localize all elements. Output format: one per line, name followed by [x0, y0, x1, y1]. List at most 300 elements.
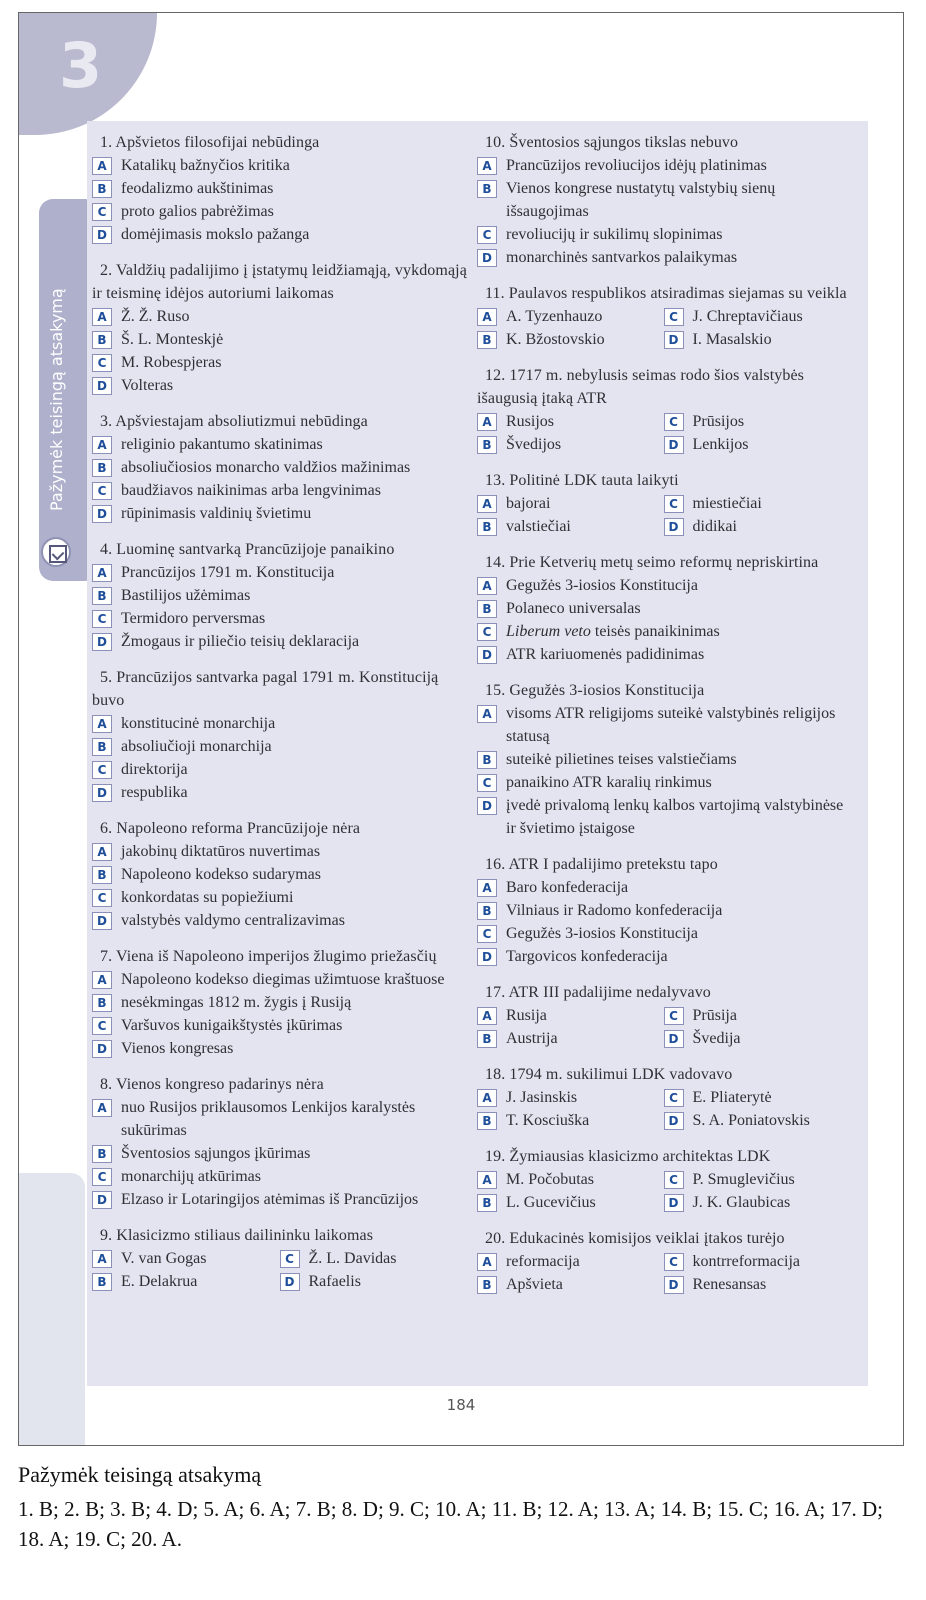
option-row — [92, 1014, 467, 1037]
answer-option[interactable] — [477, 433, 664, 456]
question-text: 6. Napoleono reforma Prancūzijoje nėra — [100, 820, 361, 837]
question-block — [477, 1063, 850, 1132]
option-letter-box[interactable]: D — [92, 912, 112, 930]
answer-option[interactable] — [92, 223, 309, 246]
option-text: didikai — [692, 518, 737, 535]
option-letter-box[interactable]: B — [92, 587, 112, 605]
option-letter-box[interactable]: B — [477, 1112, 497, 1130]
answer-option[interactable] — [664, 1109, 851, 1132]
answer-option[interactable] — [92, 630, 359, 653]
option-row — [92, 177, 467, 200]
option-row — [92, 1142, 467, 1165]
answer-option[interactable] — [92, 177, 273, 200]
answer-option[interactable] — [477, 771, 712, 794]
question-block — [477, 679, 850, 840]
answer-option[interactable] — [477, 574, 698, 597]
option-letter-box[interactable]: A — [477, 1171, 497, 1189]
option-letter-box[interactable]: D — [92, 505, 112, 523]
option-letter-box[interactable]: A — [477, 495, 497, 513]
option-letter-box[interactable]: C — [664, 1171, 684, 1189]
option-letter-box[interactable]: C — [477, 226, 497, 244]
answer-option[interactable] — [92, 1270, 280, 1293]
option-text: konkordatas su popiežiumi — [121, 889, 294, 906]
option-row-pair — [477, 1191, 850, 1214]
option-row — [92, 758, 467, 781]
option-text: Baro konfederacija — [506, 879, 629, 896]
option-letter-box[interactable]: A — [477, 1007, 497, 1025]
answer-option[interactable] — [280, 1247, 468, 1270]
option-text — [506, 620, 720, 643]
option-text: Žmogaus ir piliečio teisių deklaracija — [121, 633, 360, 650]
answer-option[interactable] — [664, 1191, 851, 1214]
question-text: 13. Politinė LDK tauta laikyti — [485, 472, 679, 489]
question-text: 7. Viena iš Napoleono imperijos žlugimo priežasčių — [100, 948, 437, 965]
answer-key-text: 1. B; 2. B; 3. B; 4. D; 5. A; 6. A; 7. B; 8. D; 9. C; 10. A; 11. B; 12. A; 13. A; 14. B; 15. C; 16. A; 17. D; 18. A; 19. C; 20. A. — [18, 1497, 883, 1551]
question-text: 15. Gegužės 3-iosios Konstitucija — [485, 682, 705, 699]
option-text: direktorija — [121, 761, 188, 778]
option-letter-box[interactable]: C — [477, 925, 497, 943]
answer-option[interactable] — [92, 1037, 233, 1060]
option-text: Švedijos — [506, 436, 562, 453]
option-row — [92, 223, 467, 246]
option-letter-box[interactable]: B — [477, 902, 497, 920]
answer-option[interactable] — [664, 1086, 851, 1109]
option-row — [92, 328, 467, 351]
chapter-number: 3 — [59, 29, 103, 102]
option-letter-box[interactable]: D — [92, 1191, 112, 1209]
option-letter-box[interactable]: D — [664, 1276, 684, 1294]
option-row-pair — [477, 328, 850, 351]
option-letter-box[interactable]: C — [92, 203, 112, 221]
answer-option[interactable] — [477, 794, 850, 840]
answer-option[interactable] — [477, 1168, 664, 1191]
answer-option[interactable] — [477, 1273, 664, 1296]
checkbox-icon — [41, 537, 71, 567]
option-row — [92, 351, 467, 374]
option-letter-box[interactable]: B — [477, 751, 497, 769]
answer-option[interactable] — [664, 492, 851, 515]
option-letter-box[interactable]: B — [477, 1194, 497, 1212]
option-row — [92, 374, 467, 397]
option-row — [92, 200, 467, 223]
answer-option[interactable] — [92, 886, 293, 909]
option-row — [92, 968, 467, 991]
option-letter-box[interactable]: A — [92, 1099, 112, 1117]
answer-option[interactable] — [477, 1004, 664, 1027]
answer-option[interactable] — [477, 1191, 664, 1214]
option-text: Prūsijos — [692, 413, 745, 430]
option-row — [477, 574, 850, 597]
option-letter-box[interactable]: C — [92, 1168, 112, 1186]
option-text-rest: teisės panaikinimas — [590, 623, 720, 640]
option-letter-box[interactable]: D — [92, 784, 112, 802]
answer-option[interactable] — [664, 433, 851, 456]
option-letter-box[interactable]: B — [477, 518, 497, 536]
option-text: Prancūzijos 1791 m. Konstitucija — [121, 564, 335, 581]
question-block — [477, 131, 850, 269]
option-text: K. Bžostovskio — [506, 331, 605, 348]
question-block — [92, 538, 467, 653]
option-row — [92, 1188, 467, 1211]
answer-option[interactable] — [664, 305, 851, 328]
answer-option[interactable] — [280, 1270, 468, 1293]
side-tab-label: Pažymėk teisingą atsakymą — [47, 288, 66, 511]
option-letter-box[interactable]: D — [664, 1030, 684, 1048]
option-row-pair — [477, 1273, 850, 1296]
answer-option[interactable] — [92, 758, 188, 781]
question-text: 4. Luominę santvarką Prancūzijoje panaikino — [100, 541, 395, 558]
option-letter-box[interactable]: A — [477, 705, 497, 723]
option-row — [92, 886, 467, 909]
option-text: S. A. Poniatovskis — [692, 1112, 810, 1129]
chapter-tab — [19, 13, 157, 135]
option-text: Ž. Ž. Ruso — [121, 308, 190, 325]
option-text: Napoleono kodekso sudarymas — [121, 866, 321, 883]
option-letter-box[interactable]: A — [477, 413, 497, 431]
answer-option[interactable] — [92, 200, 274, 223]
question-text: 3. Apšviestajam absoliutizmui nebūdinga — [100, 413, 368, 430]
option-letter-box[interactable]: A — [477, 1089, 497, 1107]
answer-option[interactable] — [664, 328, 851, 351]
option-text: baudžiavos naikinimas arba lengvinimas — [121, 482, 381, 499]
answer-option[interactable] — [92, 351, 221, 374]
answer-option[interactable] — [477, 643, 704, 666]
answer-option[interactable] — [477, 748, 737, 771]
answer-option[interactable] — [92, 502, 311, 525]
answer-option[interactable] — [477, 702, 850, 748]
answer-option[interactable] — [92, 584, 250, 607]
option-text: feodalizmo aukštinimas — [121, 180, 274, 197]
answer-option[interactable] — [92, 840, 320, 863]
option-text: J. K. Glaubicas — [692, 1194, 791, 1211]
option-letter-box[interactable]: A — [92, 971, 112, 989]
option-letter-box[interactable]: B — [92, 738, 112, 756]
option-letter-box[interactable]: D — [477, 797, 497, 815]
question-block — [92, 1073, 467, 1211]
option-row — [477, 876, 850, 899]
option-row — [477, 702, 850, 748]
option-letter-box[interactable]: A — [477, 157, 497, 175]
answer-option[interactable] — [92, 863, 321, 886]
option-letter-box[interactable]: A — [92, 564, 112, 582]
option-letter-box[interactable]: D — [92, 377, 112, 395]
option-letter-box[interactable]: A — [92, 157, 112, 175]
option-row — [92, 735, 467, 758]
answer-option[interactable] — [664, 1250, 851, 1273]
option-letter-box[interactable]: C — [92, 761, 112, 779]
answer-option[interactable] — [477, 899, 722, 922]
question-block — [92, 666, 467, 804]
answer-option[interactable] — [664, 515, 851, 538]
option-letter-box[interactable]: A — [92, 843, 112, 861]
option-text: J. Chreptavičiaus — [692, 308, 803, 325]
option-row — [477, 748, 850, 771]
answer-option[interactable] — [92, 154, 290, 177]
option-text: E. Delakrua — [121, 1273, 198, 1290]
answer-option[interactable] — [477, 154, 767, 177]
answer-option[interactable] — [477, 305, 664, 328]
answer-option[interactable] — [477, 922, 698, 945]
option-text: miestiečiai — [692, 495, 762, 512]
option-letter-box[interactable]: C — [92, 889, 112, 907]
option-letter-box[interactable]: B — [477, 180, 497, 198]
option-letter-box[interactable]: B — [477, 1276, 497, 1294]
answer-option[interactable] — [92, 328, 223, 351]
answer-option[interactable] — [477, 1109, 664, 1132]
option-row — [92, 584, 467, 607]
question-text: 11. Paulavos respublikos atsiradimas siejamas su veikla — [485, 285, 847, 302]
question-text: 9. Klasicizmo stiliaus dailininku laikomas — [100, 1227, 374, 1244]
option-letter-box[interactable]: B — [477, 436, 497, 454]
quiz-panel — [87, 121, 868, 1386]
option-letter-box[interactable]: A — [477, 308, 497, 326]
answer-option[interactable] — [664, 1273, 851, 1296]
answer-option[interactable] — [92, 561, 334, 584]
answer-option[interactable] — [664, 1027, 851, 1050]
answer-option[interactable] — [477, 620, 720, 643]
option-row — [92, 607, 467, 630]
option-text: proto galios pabrėžimas — [121, 203, 274, 220]
option-row — [92, 863, 467, 886]
question-block — [92, 259, 467, 397]
option-row — [92, 479, 467, 502]
option-letter-box[interactable]: B — [477, 600, 497, 618]
question-text: 8. Vienos kongreso padarinys nėra — [100, 1076, 324, 1093]
option-row-pair — [477, 410, 850, 433]
option-text: valstiečiai — [506, 518, 571, 535]
option-row — [477, 154, 850, 177]
textbook-page — [18, 12, 904, 1446]
option-text: J. Jasinskis — [506, 1089, 578, 1106]
option-text: Targovicos konfederacija — [506, 948, 668, 965]
option-row-pair — [477, 1168, 850, 1191]
question-block — [477, 1227, 850, 1296]
option-letter-box[interactable]: D — [664, 1194, 684, 1212]
option-text: panaikino ATR karalių rinkimus — [506, 774, 712, 791]
option-letter-box[interactable]: A — [92, 436, 112, 454]
option-text: Bastilijos užėmimas — [121, 587, 251, 604]
option-text: Varšuvos kunigaikštystės įkūrimas — [121, 1017, 343, 1034]
answer-option[interactable] — [477, 1086, 664, 1109]
answer-option[interactable] — [92, 1188, 418, 1211]
answer-option[interactable] — [92, 433, 323, 456]
option-text: absoliučioji monarchija — [121, 738, 272, 755]
answer-option[interactable] — [477, 876, 628, 899]
answer-option[interactable] — [477, 515, 664, 538]
answer-option[interactable] — [477, 1027, 664, 1050]
option-letter-box[interactable]: C — [477, 623, 497, 641]
option-row-pair — [477, 1004, 850, 1027]
option-letter-box[interactable]: B — [477, 1030, 497, 1048]
answer-option[interactable] — [664, 410, 851, 433]
option-text: Gegužės 3-iosios Konstitucija — [506, 925, 698, 942]
option-row-pair — [92, 1270, 467, 1293]
answer-option[interactable] — [477, 597, 641, 620]
option-letter-box[interactable]: B — [92, 994, 112, 1012]
option-row — [477, 794, 850, 840]
answer-option[interactable] — [664, 1168, 851, 1191]
answer-option[interactable] — [92, 1096, 467, 1142]
answer-option[interactable] — [92, 456, 410, 479]
page-number: 184 — [446, 1396, 476, 1414]
option-letter-box[interactable]: B — [92, 866, 112, 884]
option-text: Prancūzijos revoliucijos idėjų platinimas — [506, 157, 767, 174]
option-text: Š. L. Monteskjė — [121, 331, 224, 348]
answer-option[interactable] — [92, 1142, 310, 1165]
answer-option[interactable] — [92, 968, 445, 991]
option-text: Gegužės 3-iosios Konstitucija — [506, 577, 698, 594]
option-letter-box[interactable]: A — [477, 1253, 497, 1271]
answer-option[interactable] — [477, 1250, 664, 1273]
option-row-pair — [477, 1027, 850, 1050]
answer-option[interactable] — [92, 735, 272, 758]
option-letter-box[interactable]: C — [92, 354, 112, 372]
answer-option[interactable] — [92, 607, 265, 630]
option-row — [92, 1165, 467, 1188]
answer-key-title: Pažymėk teisingą atsakymą — [18, 1462, 262, 1487]
option-letter-box[interactable]: C — [92, 610, 112, 628]
option-text: Ž. L. Davidas — [308, 1250, 397, 1267]
answer-option[interactable] — [92, 909, 345, 932]
option-letter-box[interactable]: D — [280, 1273, 300, 1291]
option-letter-box[interactable]: D — [477, 948, 497, 966]
option-row-pair — [477, 1109, 850, 1132]
option-letter-box[interactable]: C — [664, 413, 684, 431]
quiz-column-right — [477, 131, 850, 1309]
option-row — [92, 909, 467, 932]
option-letter-box[interactable]: D — [664, 1112, 684, 1130]
option-text: Termidoro perversmas — [121, 610, 266, 627]
answer-option[interactable] — [92, 374, 173, 397]
answer-option[interactable] — [92, 479, 381, 502]
option-letter-box[interactable]: A — [92, 308, 112, 326]
option-letter-box[interactable]: A — [92, 715, 112, 733]
answer-option[interactable] — [477, 410, 664, 433]
option-text: monarchijų atkūrimas — [121, 1168, 261, 1185]
option-letter-box[interactable]: C — [664, 1089, 684, 1107]
option-text: domėjimasis mokslo pažanga — [121, 226, 310, 243]
option-text: A. Tyzenhauzo — [506, 308, 603, 325]
option-row-pair — [477, 1250, 850, 1273]
answer-option[interactable] — [92, 712, 275, 735]
option-letter-box[interactable]: A — [477, 577, 497, 595]
answer-option[interactable] — [92, 1165, 261, 1188]
option-letter-box[interactable]: D — [92, 226, 112, 244]
answer-option[interactable] — [477, 492, 664, 515]
option-letter-box[interactable]: D — [92, 1040, 112, 1058]
option-row — [477, 246, 850, 269]
option-text: Vienos kongrese nustatytų valstybių sienų išsaugojimas — [506, 180, 776, 220]
answer-option[interactable] — [477, 246, 737, 269]
answer-option[interactable] — [477, 223, 722, 246]
option-letter-box[interactable]: C — [92, 482, 112, 500]
answer-option[interactable] — [92, 1014, 342, 1037]
option-text: Rusija — [506, 1007, 547, 1024]
option-letter-box[interactable]: B — [92, 331, 112, 349]
question-block — [92, 410, 467, 525]
option-text: Austrija — [506, 1030, 558, 1047]
option-row — [92, 154, 467, 177]
option-letter-box[interactable]: C — [280, 1250, 300, 1268]
option-text: Vilniaus ir Radomo konfederacija — [506, 902, 723, 919]
option-text: suteikė pilietines teises valstiečiams — [506, 751, 737, 768]
option-letter-box[interactable]: A — [477, 879, 497, 897]
option-letter-box[interactable]: A — [92, 1250, 112, 1268]
option-text: Polaneco universalas — [506, 600, 641, 617]
option-row-pair — [477, 1086, 850, 1109]
option-letter-box[interactable]: D — [92, 633, 112, 651]
answer-option[interactable] — [477, 945, 668, 968]
option-letter-box[interactable]: B — [92, 1145, 112, 1163]
option-row — [477, 177, 850, 223]
option-text: Volteras — [121, 377, 174, 394]
question-block — [92, 817, 467, 932]
option-letter-box[interactable]: D — [477, 249, 497, 267]
option-text: T. Kosciuška — [506, 1112, 590, 1129]
answer-option[interactable] — [664, 1004, 851, 1027]
answer-option[interactable] — [477, 177, 850, 223]
option-letter-box[interactable]: B — [92, 1273, 112, 1291]
option-text: P. Smuglevičius — [692, 1171, 795, 1188]
option-row — [92, 305, 467, 328]
option-letter-box[interactable]: D — [664, 518, 684, 536]
question-block — [92, 131, 467, 246]
option-text: nesėkmingas 1812 m. žygis į Rusiją — [121, 994, 352, 1011]
option-letter-box[interactable]: C — [664, 495, 684, 513]
option-text: M. Robespjeras — [121, 354, 222, 371]
answer-option[interactable] — [477, 328, 664, 351]
option-letter-box[interactable]: C — [664, 1253, 684, 1271]
question-text: 20. Edukacinės komisijos veiklai įtakos turėjo — [485, 1230, 785, 1247]
question-block — [477, 364, 850, 456]
answer-option[interactable] — [92, 991, 351, 1014]
option-row — [92, 630, 467, 653]
question-text: 10. Šventosios sąjungos tikslas nebuvo — [485, 134, 739, 151]
option-text: E. Pliaterytė — [692, 1089, 772, 1106]
option-letter-box[interactable]: C — [664, 1007, 684, 1025]
option-row-pair — [477, 433, 850, 456]
answer-option[interactable] — [92, 781, 188, 804]
option-text: Švedija — [692, 1030, 741, 1047]
quiz-column-left — [92, 131, 467, 1306]
option-text: L. Gucevičius — [506, 1194, 596, 1211]
option-text: rūpinimasis valdinių švietimu — [121, 505, 312, 522]
option-letter-box[interactable]: D — [477, 646, 497, 664]
question-text: 12. 1717 m. nebylusis seimas rodo šios valstybės išaugusią įtaką ATR — [477, 367, 805, 407]
option-text: religinio pakantumo skatinimas — [121, 436, 323, 453]
option-letter-box[interactable]: C — [92, 1017, 112, 1035]
answer-option[interactable] — [92, 305, 189, 328]
option-row — [477, 922, 850, 945]
option-text: Rafaelis — [308, 1273, 361, 1290]
option-row — [92, 840, 467, 863]
option-text: jakobinų diktatūros nuvertimas — [121, 843, 321, 860]
option-letter-box[interactable]: B — [477, 331, 497, 349]
option-row — [92, 781, 467, 804]
option-row — [92, 1096, 467, 1142]
option-letter-box[interactable]: B — [92, 180, 112, 198]
option-letter-box[interactable]: D — [664, 331, 684, 349]
option-letter-box[interactable]: B — [92, 459, 112, 477]
option-letter-box[interactable]: C — [664, 308, 684, 326]
option-letter-box[interactable]: C — [477, 774, 497, 792]
option-text: respublika — [121, 784, 188, 801]
answer-option[interactable] — [92, 1247, 280, 1270]
option-row — [92, 561, 467, 584]
option-letter-box[interactable]: D — [664, 436, 684, 454]
option-text: Katalikų bažnyčios kritika — [121, 157, 290, 174]
question-block — [477, 282, 850, 351]
